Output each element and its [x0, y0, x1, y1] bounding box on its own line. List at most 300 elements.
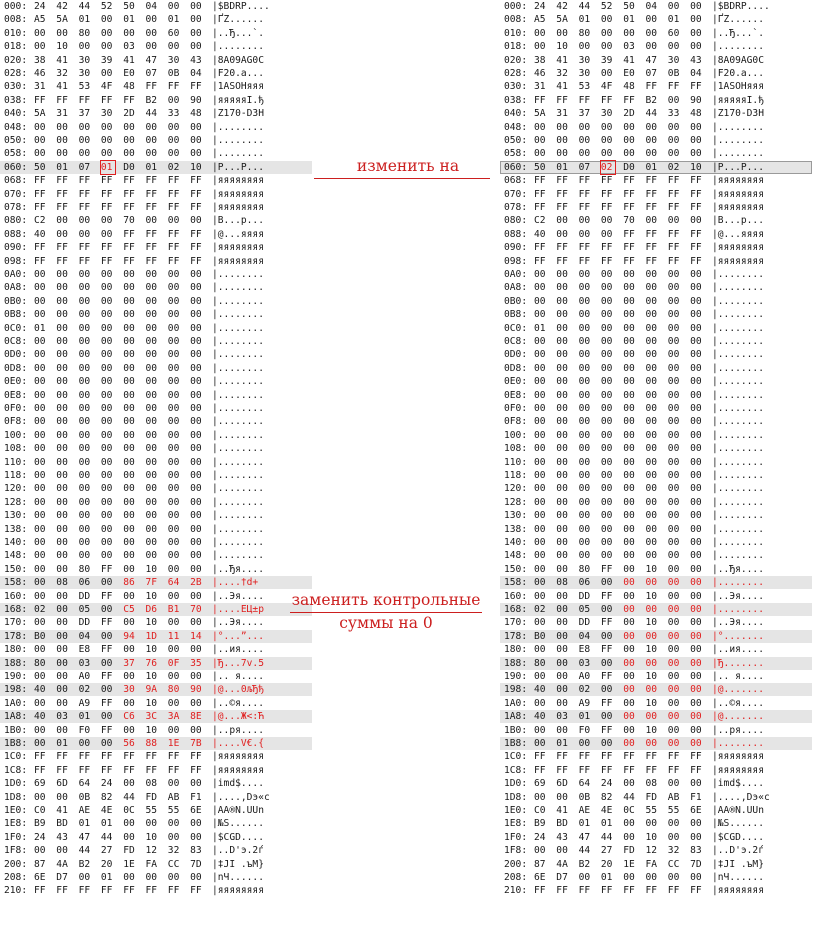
hex-byte: FF [78, 885, 91, 897]
hex-byte: 03 [78, 657, 91, 669]
annotation-checksum-line2: суммы на 0 [339, 614, 433, 632]
hex-byte: FF [190, 175, 202, 187]
hex-byte: 00 [167, 456, 180, 468]
hex-byte: 00 [78, 550, 91, 562]
hex-row [0, 308, 312, 321]
row-offset: 0C0: [4, 322, 28, 334]
hex-byte: 00 [600, 376, 613, 388]
hex-row [0, 94, 312, 107]
hex-row [500, 616, 812, 629]
hex-byte: FF [190, 255, 202, 267]
hex-byte: FF [690, 255, 702, 267]
hex-byte: B0 [534, 630, 546, 642]
hex-byte: 44 [78, 1, 91, 12]
hex-row [0, 858, 312, 871]
hex-byte: 00 [556, 644, 568, 656]
ascii-column: |........ [712, 322, 764, 334]
hex-byte: 00 [667, 577, 680, 589]
hex-byte: 00 [56, 657, 68, 669]
hex-byte: 00 [623, 671, 635, 682]
hex-byte: FF [534, 885, 546, 897]
hex-byte: 87 [34, 858, 46, 870]
hex-row [500, 871, 812, 884]
row-offset: 088: [4, 228, 28, 240]
hex-byte: 00 [34, 697, 46, 709]
hex-byte: 11 [167, 630, 180, 642]
hex-byte: 14 [190, 630, 202, 642]
hex-byte: 94 [123, 630, 135, 642]
ascii-column: |яяяяяяяя [212, 202, 264, 213]
hex-byte: 08 [645, 778, 658, 790]
hex-byte: 03 [123, 41, 135, 53]
row-offset: 098: [504, 255, 528, 267]
row-offset: 128: [504, 496, 528, 508]
hex-byte: FF [600, 751, 613, 763]
hex-byte: 00 [78, 322, 91, 334]
hex-byte: 00 [556, 697, 568, 709]
hex-byte: 00 [667, 336, 680, 347]
hex-byte: FA [145, 858, 158, 870]
row-offset: 0E8: [4, 389, 28, 401]
hex-byte: FF [123, 175, 135, 187]
hex-byte: 44 [100, 831, 113, 843]
hex-byte: 00 [645, 523, 658, 535]
hex-byte: 00 [667, 416, 680, 428]
hex-byte: 24 [534, 1, 546, 12]
annotation-checksum-underline [290, 612, 482, 613]
hex-byte: 00 [667, 657, 680, 669]
hex-byte: 10 [645, 831, 658, 843]
hex-byte: 00 [690, 523, 702, 535]
hex-byte: 00 [190, 429, 202, 441]
hex-byte: 00 [100, 27, 113, 39]
hex-byte: 00 [690, 322, 702, 334]
hex-byte: 00 [645, 322, 658, 334]
ascii-column: |..Эя.... [212, 617, 264, 629]
hex-row [0, 496, 312, 509]
hex-byte: FF [645, 175, 658, 187]
hex-byte: 60 [167, 27, 180, 39]
row-offset: 050: [4, 135, 28, 146]
hex-byte: 00 [34, 376, 46, 388]
row-offset: 098: [4, 255, 28, 267]
hex-byte: 00 [667, 121, 680, 133]
hex-byte: 7D [690, 858, 702, 870]
hex-byte: FF [100, 590, 113, 602]
hex-row [0, 536, 312, 549]
hex-byte: FF [556, 751, 568, 763]
hex-byte: 00 [534, 121, 546, 133]
ascii-column: |P...P... [712, 161, 764, 173]
hex-byte: 00 [190, 671, 202, 682]
hex-byte: 00 [145, 148, 158, 160]
ascii-column: |.. я.... [712, 671, 764, 682]
hex-row [0, 402, 312, 415]
ascii-column: |........ [212, 135, 264, 146]
hex-byte: 47 [145, 54, 158, 66]
hex-byte: 00 [645, 362, 658, 374]
hex-byte: 00 [690, 617, 702, 629]
hex-row [0, 469, 312, 482]
hex-row [500, 241, 812, 254]
hex-byte: 01 [600, 818, 613, 830]
hex-byte: 00 [190, 27, 202, 39]
hex-byte: FF [645, 885, 658, 897]
hex-byte: 00 [123, 537, 135, 548]
hex-byte: 01 [578, 818, 591, 830]
hex-byte: 32 [167, 845, 180, 857]
hex-byte: 00 [667, 429, 680, 441]
hex-byte: FF [100, 255, 113, 267]
row-offset: 1B8: [4, 738, 28, 749]
hex-byte: 24 [100, 778, 113, 790]
hex-byte: 00 [690, 403, 702, 414]
hex-byte: 00 [623, 657, 635, 669]
hex-byte: FF [645, 242, 658, 254]
hex-byte: FF [690, 202, 702, 213]
ascii-column: |1ASOHяяя [712, 81, 764, 93]
hex-byte: 00 [556, 523, 568, 535]
ascii-column: |........ [712, 121, 764, 133]
hex-byte: FF [34, 242, 46, 254]
hex-byte: E0 [123, 68, 135, 79]
hex-byte: 00 [623, 724, 635, 736]
hex-byte: 00 [78, 537, 91, 548]
hex-byte: FF [167, 885, 180, 897]
hex-byte: 00 [167, 563, 180, 575]
hex-byte: FF [100, 94, 113, 106]
row-offset: 200: [504, 858, 528, 870]
row-offset: 188: [4, 657, 28, 669]
hex-byte: 00 [556, 590, 568, 602]
hex-byte: AE [78, 805, 91, 816]
hex-byte: 7D [190, 858, 202, 870]
row-offset: 000: [504, 1, 528, 12]
hex-byte: 41 [56, 805, 68, 816]
hex-byte: 00 [100, 550, 113, 562]
hex-row [0, 710, 312, 723]
hex-byte: 00 [78, 443, 91, 455]
hex-byte: FF [34, 175, 46, 187]
hex-byte: 00 [145, 443, 158, 455]
row-offset: 198: [504, 684, 528, 696]
hex-byte: 00 [645, 41, 658, 53]
hex-byte: 44 [78, 845, 91, 857]
hex-byte: D0 [123, 161, 135, 173]
hex-byte: 00 [667, 831, 680, 843]
hex-byte: 00 [167, 362, 180, 374]
hex-row [0, 670, 312, 683]
hex-byte: 35 [190, 657, 202, 669]
hex-byte: 00 [578, 550, 591, 562]
hex-byte: 00 [190, 443, 202, 455]
hex-byte: FF [645, 228, 658, 240]
hex-byte: 10 [645, 644, 658, 656]
hex-byte: 46 [34, 68, 46, 79]
hex-byte: 00 [690, 121, 702, 133]
hex-byte: FF [623, 188, 635, 200]
hex-byte: 00 [578, 403, 591, 414]
row-offset: 110: [504, 456, 528, 468]
hex-byte: 00 [100, 269, 113, 280]
hex-byte: 01 [578, 711, 591, 723]
ascii-column: |....ЕЦ±p [212, 604, 264, 615]
hex-row [500, 362, 812, 375]
hex-byte: 00 [645, 496, 658, 508]
hex-byte: 01 [34, 322, 46, 334]
hex-byte: 00 [78, 738, 91, 749]
hex-byte: 00 [667, 443, 680, 455]
hex-byte: 10 [145, 671, 158, 682]
hex-byte: FF [167, 188, 180, 200]
hex-byte: 00 [534, 148, 546, 160]
row-offset: 100: [4, 429, 28, 441]
hex-byte: B1 [167, 604, 180, 615]
ascii-column: |яяяяяяяя [712, 188, 764, 200]
hex-byte: FA [645, 858, 658, 870]
hex-byte: 00 [667, 644, 680, 656]
hex-byte: 00 [578, 336, 591, 347]
hex-row [0, 523, 312, 536]
hex-byte: 10 [145, 697, 158, 709]
hex-row [500, 348, 812, 361]
hex-byte: 00 [34, 791, 46, 803]
hex-byte: 00 [145, 282, 158, 294]
hex-byte: 10 [145, 617, 158, 629]
hex-byte: 00 [645, 121, 658, 133]
hex-byte: 00 [34, 309, 46, 321]
ascii-column: |........ [712, 738, 764, 749]
hex-byte: 00 [123, 282, 135, 294]
hex-row [500, 147, 812, 160]
hex-byte: 00 [645, 389, 658, 401]
hex-byte: FF [534, 94, 546, 106]
hex-byte: 64 [167, 577, 180, 589]
hex-byte: B2 [78, 858, 91, 870]
hex-byte: 00 [56, 269, 68, 280]
hex-byte: 00 [190, 644, 202, 656]
hex-byte: 88 [145, 738, 158, 749]
hex-byte: FF [123, 228, 135, 240]
hex-byte: 00 [690, 872, 702, 883]
hex-byte: 00 [190, 14, 202, 26]
row-offset: 090: [504, 242, 528, 254]
ascii-column: |....,Dэ«c [712, 791, 770, 803]
hex-byte: D6 [145, 604, 158, 615]
hex-byte: 00 [56, 644, 68, 656]
hex-byte: 00 [145, 456, 158, 468]
ascii-column: |........ [712, 483, 764, 495]
ascii-column: |........ [712, 604, 764, 615]
hex-byte: 00 [690, 389, 702, 401]
hex-byte: 00 [645, 818, 658, 830]
hex-row [0, 657, 312, 670]
row-offset: 078: [504, 202, 528, 213]
hex-byte: 01 [78, 711, 91, 723]
hex-byte: 00 [667, 295, 680, 307]
hex-byte: 24 [34, 831, 46, 843]
hex-byte: 00 [34, 429, 46, 441]
hex-row [0, 161, 312, 174]
hex-byte: FF [690, 81, 702, 93]
hex-byte: 00 [190, 470, 202, 481]
row-offset: 000: [4, 1, 28, 12]
hex-byte: 00 [534, 738, 546, 749]
hex-byte: 00 [556, 135, 568, 146]
hex-row [0, 295, 312, 308]
hex-row [0, 724, 312, 737]
hex-byte: 00 [600, 389, 613, 401]
hex-byte: FF [556, 255, 568, 267]
hex-byte: 00 [578, 523, 591, 535]
hex-byte: 00 [123, 617, 135, 629]
hex-byte: 00 [78, 470, 91, 481]
hex-byte: 00 [690, 590, 702, 602]
hex-byte: 30 [78, 54, 91, 66]
hex-byte: 48 [690, 108, 702, 120]
hex-byte: 00 [190, 697, 202, 709]
hex-byte: 00 [56, 148, 68, 160]
hex-byte: 01 [556, 738, 568, 749]
hex-byte: FF [600, 590, 613, 602]
hex-row [500, 844, 812, 857]
hex-row [500, 134, 812, 147]
hex-byte: 00 [145, 537, 158, 548]
ascii-column: |........ [212, 537, 264, 548]
hex-byte: 00 [190, 215, 202, 227]
hex-byte: 10 [645, 697, 658, 709]
row-offset: 0C8: [504, 336, 528, 347]
hex-byte: FF [667, 81, 680, 93]
hex-byte: 00 [667, 282, 680, 294]
hex-byte: FF [56, 175, 68, 187]
hex-byte: 00 [190, 483, 202, 495]
hex-byte: 00 [645, 577, 658, 589]
row-offset: 190: [504, 671, 528, 682]
hex-byte: 01 [78, 818, 91, 830]
ascii-column: |8A09AG0C [212, 54, 264, 66]
hex-byte: 6E [534, 872, 546, 883]
hex-byte: 04 [690, 68, 702, 79]
ascii-column: |..ия.... [712, 644, 764, 656]
hex-byte: 00 [190, 135, 202, 146]
hex-byte: FD [123, 845, 135, 857]
ascii-column: |Ђ...7v.5 [212, 657, 264, 669]
ascii-column: |..©я.... [212, 697, 264, 709]
hex-byte: 10 [645, 671, 658, 682]
hex-byte: FD [645, 791, 658, 803]
hex-byte: 00 [123, 389, 135, 401]
hex-byte: 00 [78, 389, 91, 401]
hex-byte: 0F [167, 657, 180, 669]
hex-byte: CC [167, 858, 180, 870]
hex-row [0, 603, 312, 616]
hex-byte: 00 [167, 537, 180, 548]
hex-byte: 00 [556, 550, 568, 562]
hex-byte: FF [100, 563, 113, 575]
hex-byte: 00 [123, 376, 135, 388]
hex-byte: 47 [578, 831, 591, 843]
row-offset: 0E0: [4, 376, 28, 388]
hex-byte: 00 [667, 1, 680, 12]
row-offset: 0D0: [504, 349, 528, 361]
hex-byte: 00 [690, 550, 702, 562]
hex-byte: 00 [145, 389, 158, 401]
ascii-column: |яяяяяяяя [212, 188, 264, 200]
hex-byte: 00 [167, 282, 180, 294]
annotation-change-to-underline [314, 178, 490, 179]
row-offset: 0D8: [504, 362, 528, 374]
ascii-column: |........ [212, 322, 264, 334]
hex-byte: 10 [645, 724, 658, 736]
hex-byte: 00 [100, 577, 113, 589]
hex-byte: FF [167, 764, 180, 776]
row-offset: 1D8: [504, 791, 528, 803]
hex-byte: FF [167, 242, 180, 254]
hex-byte: 00 [556, 362, 568, 374]
hex-byte: C2 [34, 215, 46, 227]
hex-byte: 00 [623, 496, 635, 508]
row-offset: 0F8: [504, 416, 528, 428]
hex-byte: FF [34, 764, 46, 776]
hex-byte: 00 [623, 282, 635, 294]
hex-byte: DD [78, 617, 91, 629]
hex-row [0, 590, 312, 603]
hex-byte: 00 [556, 403, 568, 414]
hex-byte: FF [34, 94, 46, 106]
hex-byte: FF [56, 94, 68, 106]
hex-byte: FF [34, 255, 46, 267]
hex-byte: 30 [600, 108, 613, 120]
hex-byte: B2 [578, 858, 591, 870]
row-offset: 178: [504, 630, 528, 642]
hex-row [500, 523, 812, 536]
hex-byte: FF [145, 228, 158, 240]
hex-byte: 00 [690, 711, 702, 723]
ascii-column: |F20.a... [212, 68, 264, 79]
hex-byte: FF [534, 255, 546, 267]
hex-row [500, 549, 812, 562]
row-offset: 168: [4, 604, 28, 615]
hex-byte: 7F [145, 577, 158, 589]
hex-byte: 00 [534, 510, 546, 522]
hex-byte: 00 [690, 778, 702, 790]
hex-byte: 00 [534, 523, 546, 535]
hex-byte: 00 [100, 41, 113, 53]
hex-byte: 00 [667, 550, 680, 562]
hex-row [500, 563, 812, 576]
hex-row [0, 0, 312, 13]
ascii-column: |яяяяяяяя [712, 885, 764, 897]
hex-byte: FF [556, 202, 568, 213]
hex-byte: FF [623, 255, 635, 267]
hex-byte: 7B [190, 738, 202, 749]
hex-row [500, 40, 812, 53]
hex-byte: 00 [123, 349, 135, 361]
hex-byte: 00 [190, 818, 202, 830]
hex-byte: 33 [667, 108, 680, 120]
hex-byte: FF [667, 202, 680, 213]
hex-byte: 0B [78, 791, 91, 803]
hex-byte: FF [667, 255, 680, 267]
hex-row [500, 817, 812, 830]
hex-byte: 00 [600, 684, 613, 696]
hex-byte: 70 [190, 604, 202, 615]
hex-byte: 00 [623, 389, 635, 401]
hex-byte: 00 [645, 604, 658, 615]
hex-row [0, 389, 312, 402]
hex-dump-modified [500, 0, 812, 931]
